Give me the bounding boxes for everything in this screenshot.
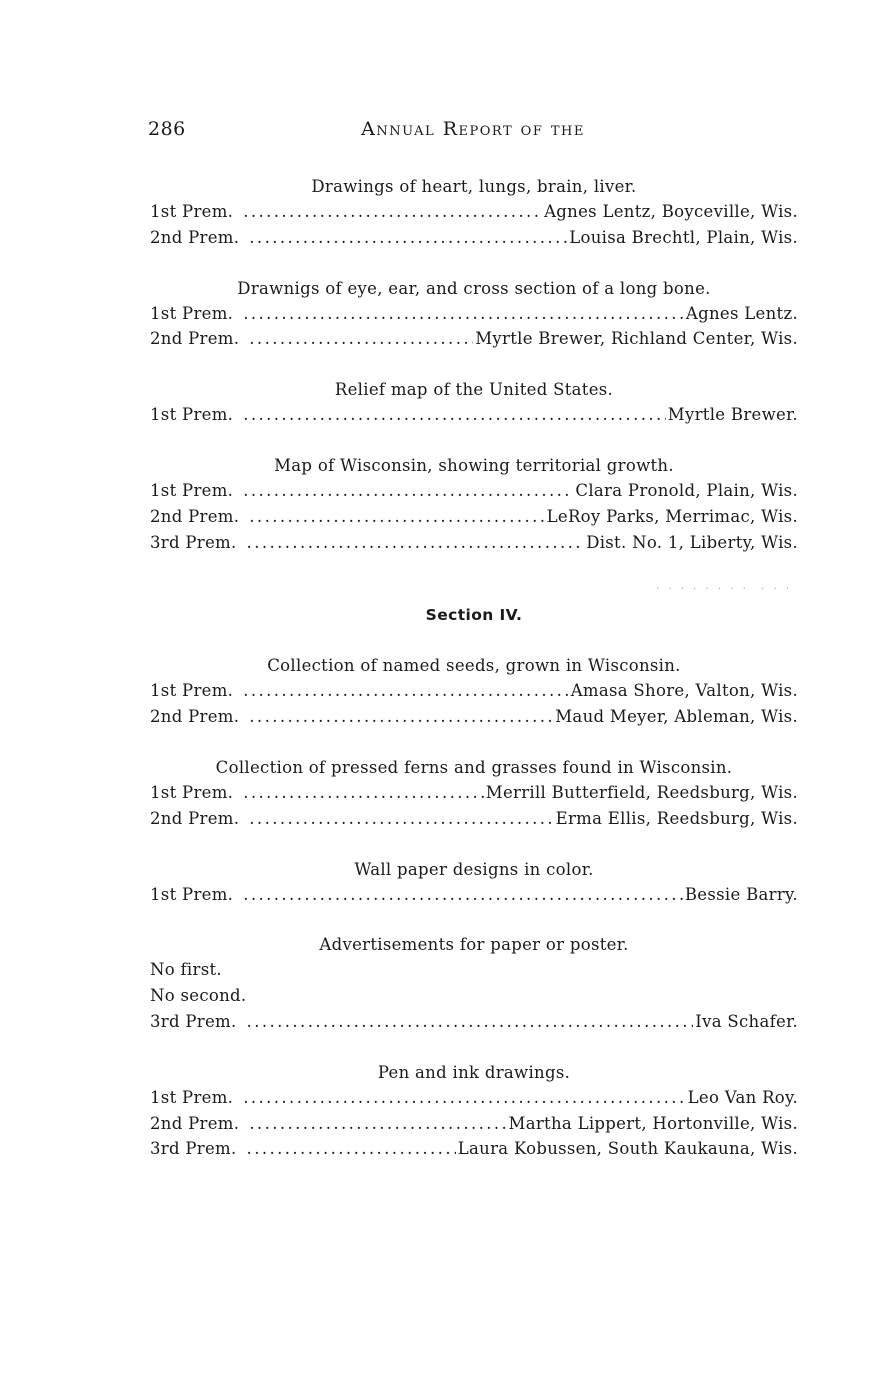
- winner-name: Erma Ellis, Reedsburg, Wis.: [555, 808, 798, 828]
- award-category-heading: Collection of pressed ferns and grasses found in Wisconsin.: [215, 757, 733, 777]
- award-entry: [150, 478, 798, 504]
- winner-name: Myrtle Brewer, Richland Center, Wis.: [475, 329, 798, 349]
- premium-rank: 2nd Prem.: [150, 808, 240, 828]
- award-group: [150, 755, 798, 832]
- dot-leader: [249, 1111, 506, 1137]
- dot-leader: [243, 882, 683, 908]
- section-title: Section IV.: [425, 606, 523, 625]
- premium-rank: 3rd Prem.: [150, 532, 237, 552]
- award-category-heading: Drawnigs of eye, ear, and cross section of a long bone.: [237, 278, 711, 298]
- award-category-heading: Advertisements for paper or poster.: [319, 935, 629, 955]
- winner-name: Leo Van Roy.: [687, 1087, 798, 1107]
- winner-name: Myrtle Brewer.: [667, 405, 798, 425]
- dot-leader: [243, 478, 573, 504]
- award-category-heading: Relief map of the United States.: [334, 380, 614, 400]
- award-entry: [150, 504, 798, 530]
- premium-list: [150, 174, 798, 1187]
- award-category-heading: Map of Wisconsin, showing territorial growth.: [274, 455, 674, 475]
- award-entry: [150, 1111, 798, 1137]
- winner-name: Laura Kobussen, South Kaukauna, Wis.: [457, 1139, 798, 1159]
- page-number: 286: [148, 118, 186, 140]
- premium-rank: 2nd Prem.: [150, 506, 240, 526]
- premium-rank: 2nd Prem.: [150, 227, 240, 247]
- award-category-heading: Pen and ink drawings.: [377, 1062, 571, 1082]
- premium-rank: 1st Prem.: [150, 405, 234, 425]
- dot-leader: [243, 1085, 685, 1111]
- award-entry: [150, 704, 798, 730]
- smudge-marks: . . . . . . . . . . .: [656, 581, 792, 593]
- dot-leader: [249, 504, 544, 530]
- award-entry: [150, 199, 798, 225]
- premium-rank: 3rd Prem.: [150, 1139, 237, 1159]
- premium-rank: 1st Prem.: [150, 681, 234, 701]
- premium-rank: 3rd Prem.: [150, 1011, 237, 1031]
- award-entry: [150, 806, 798, 832]
- award-group: [150, 1060, 798, 1162]
- dot-leader: [249, 225, 567, 251]
- premium-rank: 1st Prem.: [150, 480, 234, 500]
- dot-leader: [249, 704, 553, 730]
- premium-rank: 1st Prem.: [150, 202, 234, 221]
- winner-name: Merrill Butterfield, Reedsburg, Wis.: [485, 782, 798, 802]
- running-head: Annual Report of the: [361, 118, 585, 140]
- award-category-heading: Collection of named seeds, grown in Wisconsin.: [267, 656, 681, 676]
- award-entry: [150, 301, 798, 327]
- award-group: [150, 653, 798, 730]
- dot-leader: [243, 402, 666, 428]
- winner-name: Bessie Barry.: [684, 884, 798, 904]
- winner-name: Louisa Brechtl, Plain, Wis.: [569, 227, 798, 247]
- award-group: [150, 276, 798, 353]
- award-entry: [150, 402, 798, 428]
- winner-name: Agnes Lentz.: [685, 303, 798, 323]
- award-entry: [150, 1085, 798, 1111]
- award-entry: [150, 530, 798, 556]
- award-category-heading: Wall paper designs in color.: [354, 859, 594, 879]
- no-award-note: No second.: [150, 986, 247, 1006]
- premium-rank: 1st Prem.: [150, 1087, 234, 1107]
- premium-rank: 1st Prem.: [150, 303, 234, 323]
- dot-leader: [247, 530, 585, 556]
- print-smudge: [150, 575, 798, 603]
- award-entry: [150, 225, 798, 251]
- award-category-heading: Drawings of heart, lungs, brain, liver.: [311, 177, 637, 196]
- award-entry: [150, 326, 798, 352]
- dot-leader: [243, 678, 569, 704]
- dot-leader: [247, 1136, 456, 1162]
- award-group: [150, 377, 798, 428]
- winner-name: Maud Meyer, Ableman, Wis.: [555, 707, 798, 727]
- dot-leader: [249, 806, 553, 832]
- premium-rank: 2nd Prem.: [150, 329, 240, 349]
- award-group: [150, 174, 798, 251]
- winner-name: Iva Schafer.: [695, 1011, 798, 1031]
- no-award-note: No first.: [150, 960, 222, 980]
- winner-name: Agnes Lentz, Boyceville, Wis.: [544, 202, 798, 221]
- dot-leader: [249, 326, 473, 352]
- winner-name: Amasa Shore, Valton, Wis.: [570, 681, 798, 701]
- award-group: [150, 453, 798, 555]
- dot-leader: [247, 1009, 694, 1035]
- award-group: [150, 857, 798, 908]
- award-entry: [150, 882, 798, 908]
- premium-rank: 1st Prem.: [150, 884, 234, 904]
- winner-name: LeRoy Parks, Merrimac, Wis.: [546, 506, 798, 526]
- award-entry: [150, 678, 798, 704]
- dot-leader: [243, 780, 484, 806]
- dot-leader: [243, 301, 684, 327]
- award-entry: [150, 1009, 798, 1035]
- page-header: [148, 118, 798, 148]
- premium-rank: 1st Prem.: [150, 782, 234, 802]
- premium-rank: 2nd Prem.: [150, 1113, 240, 1133]
- award-entry: [150, 780, 798, 806]
- award-entry: [150, 1136, 798, 1162]
- winner-name: Clara Pronold, Plain, Wis.: [575, 480, 798, 500]
- winner-name: Dist. No. 1, Liberty, Wis.: [586, 532, 798, 552]
- dot-leader: [243, 199, 542, 225]
- winner-name: Martha Lippert, Hortonville, Wis.: [508, 1113, 798, 1133]
- premium-rank: 2nd Prem.: [150, 707, 240, 727]
- award-group: [150, 932, 798, 1034]
